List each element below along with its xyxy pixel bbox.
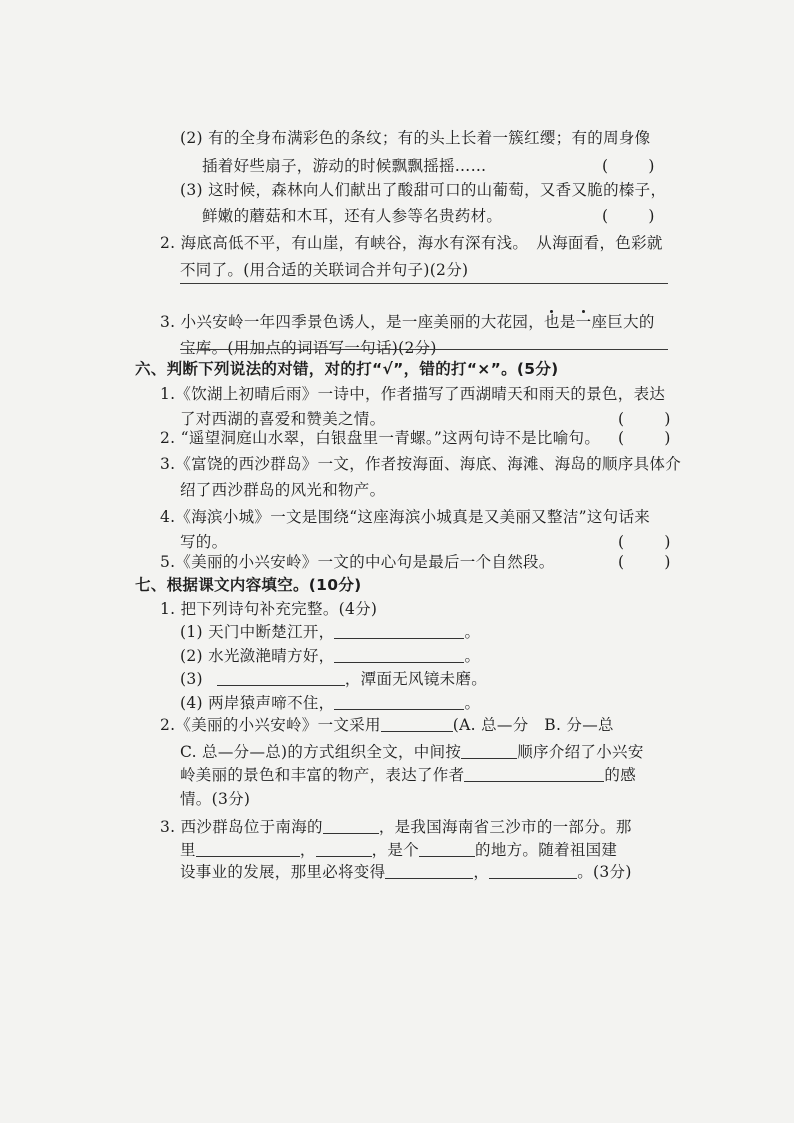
s7-q3-blank-3[interactable]	[316, 841, 372, 857]
q2-answer-line[interactable]	[180, 283, 668, 284]
q1-2-answer-paren[interactable]	[602, 156, 655, 176]
s7-q3-blank-2[interactable]	[196, 841, 300, 857]
section6-title: 六、判断下列说法的对错，对的打“√”，错的打“×”。(5分)	[135, 360, 559, 378]
s7-q1-p3-blank[interactable]	[217, 670, 345, 686]
q3-answer-line[interactable]	[180, 349, 668, 350]
s7-q1-p2	[180, 646, 480, 666]
s7-q2-blank-3[interactable]	[464, 766, 604, 782]
s7-q3-blank-4[interactable]	[419, 841, 475, 857]
s7-q1-p3-label: (3)	[180, 670, 203, 688]
s7-q1-p2-blank[interactable]	[334, 647, 464, 663]
q1-3-answer-paren[interactable]	[602, 206, 655, 226]
s6-q2-text: 2. “遥望洞庭山水翠，白银盘里一青螺。”这两句诗不是比喻句。	[160, 429, 601, 447]
q1-3-line1: (3) 这时候，森林向人们献出了酸甜可口的山葡萄，又香又脆的榛子，	[180, 181, 667, 199]
s6-q3-line1: 3.《富饶的西沙群岛》一文，作者按海面、海底、海滩、海岛的顺序具体介	[160, 455, 681, 473]
s7-q3-l2-mid: ，是个	[371, 841, 420, 859]
s7-q3-l2-comma: ，	[299, 841, 316, 859]
s7-q2-l2-end: 顺序介绍了小兴安	[517, 743, 644, 761]
s6-q1-line2: 了对西湖的喜爱和赞美之情。	[180, 410, 386, 428]
s7-q1-p3	[180, 669, 487, 689]
s6-q1-line1: 1.《饮湖上初晴后雨》一诗中，作者描写了西湖晴天和雨天的景色，表达	[160, 385, 666, 403]
s7-q3-blank-6[interactable]	[489, 863, 577, 879]
s6-q5-text: 5.《美丽的小兴安岭》一文的中心句是最后一个自然段。	[160, 553, 555, 571]
s7-q2-l1-text: 2.《美丽的小兴安岭》一文采用	[160, 716, 381, 734]
s7-q3-blank-5[interactable]	[385, 863, 473, 879]
s7-q1-p4-text: (4) 两岸猿声啼不住，	[180, 694, 335, 712]
s7-q2-l2-text: C. 总—分—总)的方式组织全文，中间按	[180, 743, 462, 761]
s7-q3-l3-end: 。(3分)	[577, 863, 632, 881]
s7-q2-l3-text: 岭美丽的景色和丰富的物产，表达了作者	[180, 766, 465, 784]
s7-q1-p3-text: ，潭面无风镜未磨。	[344, 670, 488, 688]
q3-line1-end: 座巨大的	[591, 313, 655, 331]
q3-line1-text: 3. 小兴安岭一年四季景色诱人，是一座美丽的大花园，	[160, 313, 545, 331]
s7-q1-p1-blank[interactable]	[334, 623, 464, 639]
s7-q3-line1	[160, 817, 632, 837]
q1-3-line2: 鲜嫩的蘑菇和木耳，还有人参等名贵药材。	[202, 207, 503, 225]
q1-2-line2: 插着好些扇子，游动的时候飘飘摇摇……	[202, 157, 487, 175]
s7-q3-l3-comma: ，	[473, 863, 490, 881]
s7-q1-p4-end: 。	[464, 694, 481, 712]
s6-q4-line1: 4.《海滨小城》一文是围绕“这座海滨小城真是又美丽又整洁”这句话来	[160, 508, 651, 526]
s6-q1-answer-paren[interactable]	[618, 409, 671, 429]
s7-q2-l1-options: (A. 总—分 B. 分—总	[452, 716, 614, 734]
s6-q2-answer-paren[interactable]	[618, 428, 671, 448]
s6-q4-answer-paren[interactable]	[618, 532, 671, 552]
q3-line1	[160, 312, 655, 332]
s7-q2-line4: 情。(3分)	[180, 790, 251, 808]
s7-q1-p4	[180, 693, 480, 713]
s7-q1-p2-text: (2) 水光潋滟晴方好，	[180, 647, 335, 665]
s7-q1-p1	[180, 622, 480, 642]
s7-q3-l1-text: 3. 西沙群岛位于南海的	[160, 818, 323, 836]
s7-q1-p2-end: 。	[464, 647, 481, 665]
s7-q2-blank-2[interactable]	[461, 743, 517, 759]
s7-q3-l3-text: 设事业的发展，那里必将变得	[180, 863, 386, 881]
s7-q1-p1-text: (1) 天门中断楚江开，	[180, 623, 335, 641]
s7-q1-p4-blank[interactable]	[334, 694, 464, 710]
s7-q3-blank-1[interactable]	[323, 818, 379, 834]
s6-q5-answer-paren[interactable]	[618, 552, 671, 572]
s6-q4-line2: 写的。	[180, 533, 228, 551]
s6-q3-line2: 绍了西沙群岛的风光和物产。	[180, 481, 386, 499]
s7-q3-l2-text: 里	[180, 841, 196, 859]
s7-q3-line3	[180, 862, 632, 882]
s7-q3-l2-end: 的地方。随着祖国建	[475, 841, 618, 859]
q3-dotted-char-2: 一	[575, 313, 592, 331]
s7-q1-title: 1. 把下列诗句补充完整。(4分)	[160, 600, 378, 618]
s7-q3-line2	[180, 840, 617, 860]
s7-q2-line1	[160, 715, 614, 735]
s7-q2-line3	[180, 765, 636, 785]
s7-q2-line2	[180, 742, 644, 762]
s7-q3-l1-end: ，是我国海南省三沙市的一部分。那	[378, 818, 632, 836]
q3-plain-char: 是	[559, 313, 576, 331]
q3-line2: 宝库。(用加点的词语写一句话)(2分)	[180, 339, 437, 357]
q3-dotted-char-1: 也	[544, 313, 560, 331]
q2-line2: 不同了。(用合适的关联词合并句子)(2分)	[180, 261, 469, 279]
q1-2-line1: (2) 有的全身布满彩色的条纹；有的头上长着一簇红缨；有的周身像	[180, 129, 651, 147]
s7-q1-p1-end: 。	[464, 623, 481, 641]
section7-title: 七、根据课文内容填空。(10分)	[135, 576, 362, 594]
q2-line1: 2. 海底高低不平，有山崖，有峡谷，海水有深有浅。 从海面看，色彩就	[160, 234, 663, 252]
s7-q2-blank-1[interactable]	[381, 716, 453, 732]
s7-q2-l3-end: 的感	[604, 766, 637, 784]
